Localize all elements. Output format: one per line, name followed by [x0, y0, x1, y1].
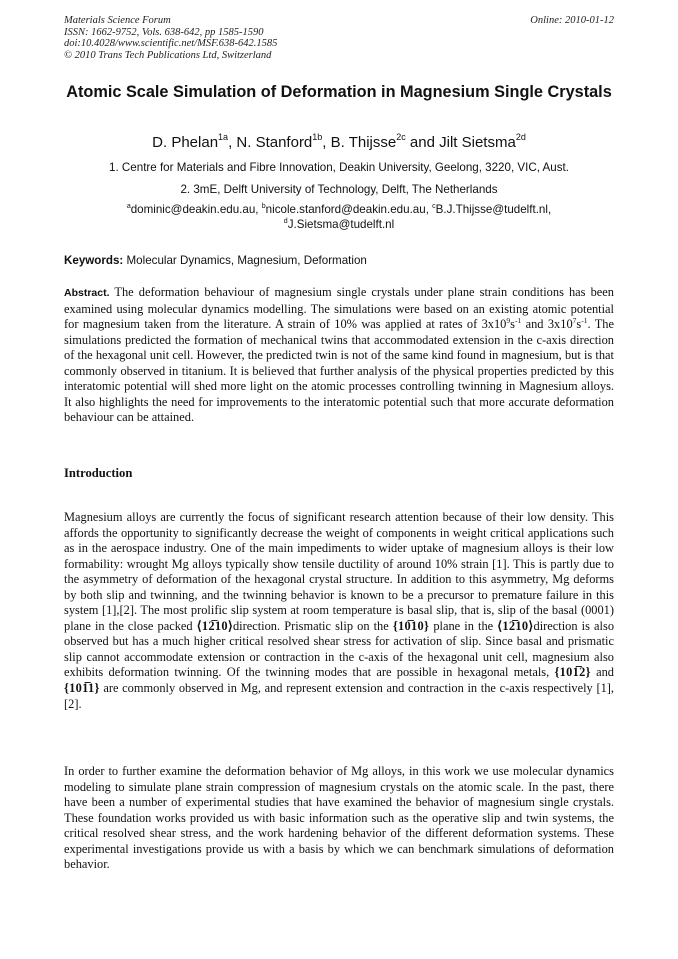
miller-index: ⟨12̅10⟩ — [497, 618, 534, 633]
issn-line: ISSN: 1662-9752, Vols. 638-642, pp 1585-1590 — [64, 26, 264, 38]
affiliation-2: 2. 3mE, Delft University of Technology, Delft, The Netherlands — [180, 183, 498, 196]
online-date: Online: 2010-01-12 — [530, 15, 614, 26]
keywords-text: Molecular Dynamics, Magnesium, Deformation — [126, 254, 367, 267]
author-affiliation-mark: 1a — [218, 132, 229, 142]
author-name: B. Thijsse — [330, 134, 397, 151]
section-heading-introduction: Introduction — [64, 466, 133, 480]
miller-index: ⟨12̅10⟩ — [196, 618, 233, 633]
copyright-line: © 2010 Trans Tech Publications Ltd, Switzerland — [64, 49, 272, 61]
miller-index: {101̅2} — [554, 665, 591, 680]
doi-line[interactable]: doi:10.4028/www.scientific.net/MSF.638-642.1585 — [64, 38, 278, 50]
email-link[interactable]: J.Sietsma@tudelft.nl — [287, 218, 395, 231]
author-name: D. Phelan — [152, 134, 219, 151]
author-emails: $^a$dominic@deakin.edu.au, $^b$nicole.stanford@deakin.edu.au, $^c$B.J.Thijsse@tudelft.nl, $^d$J.Sietsma@tudelft.nl — [126, 203, 552, 231]
introduction-paragraph-1: Magnesium alloys are currently the focus of significant research attention because of their low density. This affords the opportunity to significantly decrease the weight of components in weight critical applications such as in the aerospace industry. One of the main impediments to wider uptake of magnesium alloys is their low formability: wrought Mg alloys typically show tensile ductility of around 10% strain [1]. This is partly due to the asymmetry of deformation of the hexagonal crystal structure. In addition to this asymmetry, Mg deforms by both slip and twinning, and the twinning behavior is known to be a precursor to premature failure in this system [1],[2]. The most prolific slip system at room temperature is basal slip, that is, slip of the basal (0001) plane in the close packed ⟨12̅10⟩direction. Prismatic slip on the {10̅10} plane in the ⟨12̅10⟩direction is also observed but has a much higher critical resolved shear stress for activation of slip. Since basal and prismatic slip cannot accommodate extension or contraction in the c-axis of the hexagonal unit cell, magnesium also exhibits deformation twinning. Of the twinning modes that are possible in hexagonal metals, {101̅2} and {101̅1} are commonly observed in Mg, and represent extension and contraction in the c-axis respectively [1], [2]. — [64, 510, 615, 711]
journal-header — [64, 15, 277, 61]
author-affiliation-mark: 2c — [396, 132, 406, 142]
author-list: D. Phelan$^{1a}$, N. Stanford$^{1b}$, B. Thijsse$^{2c}$ and Jilt Sietsma$^{2d}$ — [152, 132, 526, 151]
author-affiliation-mark: 1b — [312, 132, 323, 142]
author-name: N. Stanford — [236, 134, 313, 151]
email-link[interactable]: dominic@deakin.edu.au, — [130, 203, 259, 216]
affiliation-1: 1. Centre for Materials and Fibre Innovation, Deakin University, Geelong, 3220, VIC, Aust. — [109, 161, 569, 174]
author-affiliation-mark: 2d — [515, 132, 526, 142]
keywords-label: Keywords: — [64, 254, 124, 267]
abstract-label: Abstract. — [64, 287, 110, 299]
keywords — [64, 254, 367, 267]
email-link[interactable]: nicole.stanford@deakin.edu.au, — [265, 203, 429, 216]
author-name: Jilt Sietsma — [439, 134, 516, 151]
miller-index: {10̅10} — [392, 618, 430, 633]
abstract: Abstract. The deformation behaviour of magnesium single crystals under plane strain conditions has been examined using molecular dynamics modelling. The simulations were based on an existing atomic potential for magnesium taken from the literature. A strain of 10% was applied at rates of $3x10^9s^{-1}$ and $3x10^7s^{-1}$. The simulations predicted the formation of mechanical twins that accommodated extension in the c-axis direction of the hexagonal unit cell. However, the predicted twin is not of the same kind found in magnesium, but is that commonly observed in titanium. It is believed that further analysis of the physical properties predicted by this interatomic potential will shed more light on the atomic processes controlling twinning in Magnesium alloys. It also highlights the need for improvements to the interatomic potential such that more accurate deformation behaviour can be attained. — [64, 285, 614, 425]
paper-title: Atomic Scale Simulation of Deformation in Magnesium Single Crystals — [66, 83, 612, 101]
miller-index: {101̅1} — [64, 681, 100, 696]
journal-name: Materials Science Forum — [64, 15, 171, 26]
introduction-paragraph-2: In order to further examine the deformation behavior of Mg alloys, in this work we use molecular dynamics modeling to simulate plane strain compression of magnesium crystals on the atomic scale. In the past, there have been a number of experimental studies that have examined the behavior of magnesium single crystals. These foundation works provided us with basic information such as the operative slip and twin systems, the critical resolved shear stress, and the work hardening behavior of the different deformation systems. These experimental investigations provide us with a basis by which we can benchmark simulations of deformation behavior. — [64, 764, 614, 872]
email-link[interactable]: B.J.Thijsse@tudelft.nl, — [435, 203, 552, 216]
